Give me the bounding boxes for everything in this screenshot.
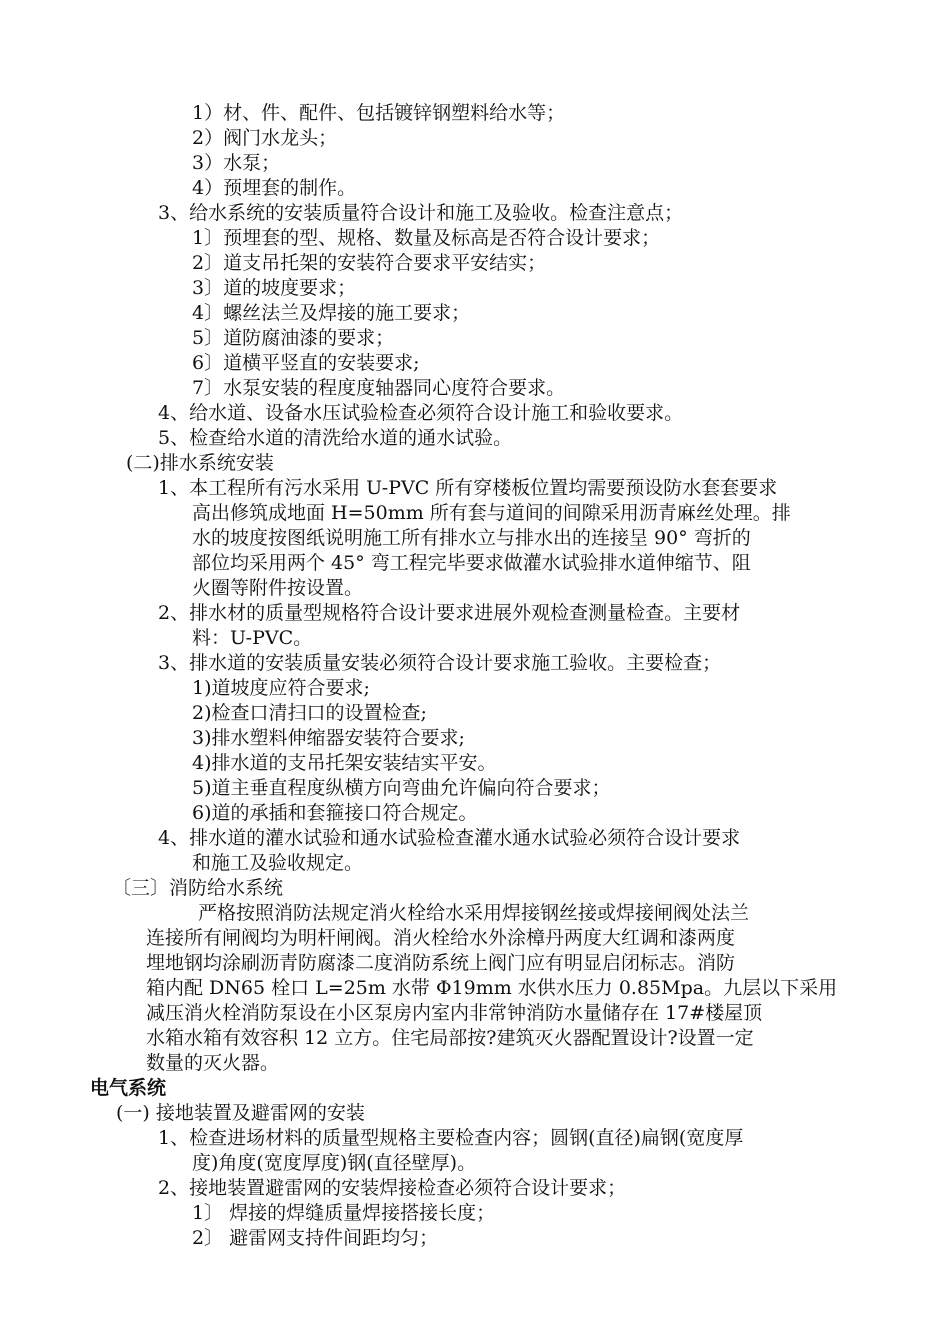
text-line: 2〕 避雷网支持件间距均匀；	[192, 1227, 439, 1249]
text-line: 5)道主垂直程度纵横方向弯曲允许偏向符合要求；	[192, 777, 611, 799]
text-line: 3〕道的坡度要求；	[192, 277, 357, 299]
text-line: 高出修筑成地面 H=50mm 所有套与道间的间隙采用沥青麻丝处理。排	[192, 502, 791, 524]
text-line: 4〕螺丝法兰及焊接的施工要求；	[192, 302, 471, 324]
text-line: 度)角度(宽度厚度)钢(直径壁厚)。	[192, 1152, 477, 1174]
text-line: 3)排水塑料伸缩器安装符合要求;	[192, 727, 465, 749]
text-line: 2〕道支吊托架的安装符合要求平安结实；	[192, 252, 547, 274]
text-line: 火圈等附件按设置。	[192, 577, 364, 599]
text-line: 5〕道防腐油漆的要求；	[192, 327, 395, 349]
text-line: 1〕预埋套的型、规格、数量及标高是否符合设计要求；	[192, 227, 661, 249]
text-line: 4、给水道、设备水压试验检查必须符合设计施工和验收要求。	[158, 402, 684, 424]
text-line: 1、检查进场材料的质量型规格主要检查内容；圆钢(直径)扁钢(宽度厚	[158, 1127, 744, 1149]
text-line: 2、排水材的质量型规格符合设计要求进展外观检查测量检查。主要材	[158, 602, 741, 624]
text-line: 减压消火栓消防泵设在小区泵房内室内非常钟消防水量储存在 17#楼屋顶	[146, 1002, 763, 1024]
text-line: 2、接地装置避雷网的安装焊接检查必须符合设计要求；	[158, 1177, 627, 1199]
text-line: 4)排水道的支吊托架安装结实平安。	[192, 752, 497, 774]
chapter-title: 电气系统	[90, 1077, 167, 1099]
text-line: 6)道的承插和套箍接口符合规定。	[192, 802, 478, 824]
text-line: 1、本工程所有污水采用 U-PVC 所有穿楼板位置均需要预设防水套套要求	[158, 477, 778, 499]
text-line: 连接所有闸阀均为明杆闸阀。消火栓给水外涂樟丹两度大红调和漆两度	[146, 927, 736, 949]
text-line: 料：U-PVC。	[192, 627, 313, 649]
text-line: 3、排水道的安装质量安装必须符合设计要求施工验收。主要检查；	[158, 652, 722, 674]
text-line: 埋地钢均涂刷沥青防腐漆二度消防系统上阀门应有明显启闭标志。消防	[146, 952, 736, 974]
text-line: 3）水泵；	[192, 152, 281, 174]
text-line: 3、给水系统的安装质量符合设计和施工及验收。检查注意点；	[158, 202, 684, 224]
text-line: 5、检查给水道的清洗给水道的通水试验。	[158, 427, 513, 449]
section-heading: 〔三〕消防给水系统	[112, 877, 284, 899]
text-line: 水的坡度按图纸说明施工所有排水立与排水出的连接呈 90° 弯折的	[192, 527, 751, 549]
text-line: 4）预埋套的制作。	[192, 177, 357, 199]
text-line: 6〕道横平竖直的安装要求;	[192, 352, 420, 374]
text-line: 1〕 焊接的焊缝质量焊接搭接长度；	[192, 1202, 496, 1224]
text-line: 严格按照消防法规定消火栓给水采用焊接钢丝接或焊接闸阀处法兰	[198, 902, 750, 924]
text-line: 数量的灭火器。	[146, 1052, 280, 1074]
text-line: 和施工及验收规定。	[192, 852, 364, 874]
text-line: 1）材、件、配件、包括镀锌钢塑料给水等；	[192, 102, 566, 124]
section-heading: (二)排水系统安装	[126, 452, 274, 474]
text-line: 水箱水箱有效容积 12 立方。住宅局部按?建筑灭火器配置设计?设置一定	[146, 1027, 754, 1049]
text-line: 2)检查口清扫口的设置检查;	[192, 702, 427, 724]
section-heading: (一) 接地装置及避雷网的安装	[116, 1102, 365, 1124]
text-line: 箱内配 DN65 栓口 L=25m 水带 Φ19mm 水供水压力 0.85Mpa。九层以下采用	[146, 977, 838, 999]
text-line: 部位均采用两个 45° 弯工程完毕要求做灌水试验排水道伸缩节、阻	[192, 552, 751, 574]
text-line: 1)道坡度应符合要求;	[192, 677, 370, 699]
text-line: 2）阀门水龙头；	[192, 127, 338, 149]
text-line: 7〕水泵安装的程度度轴器同心度符合要求。	[192, 377, 566, 399]
text-line: 4、排水道的灌水试验和通水试验检查灌水通水试验必须符合设计要求	[158, 827, 741, 849]
